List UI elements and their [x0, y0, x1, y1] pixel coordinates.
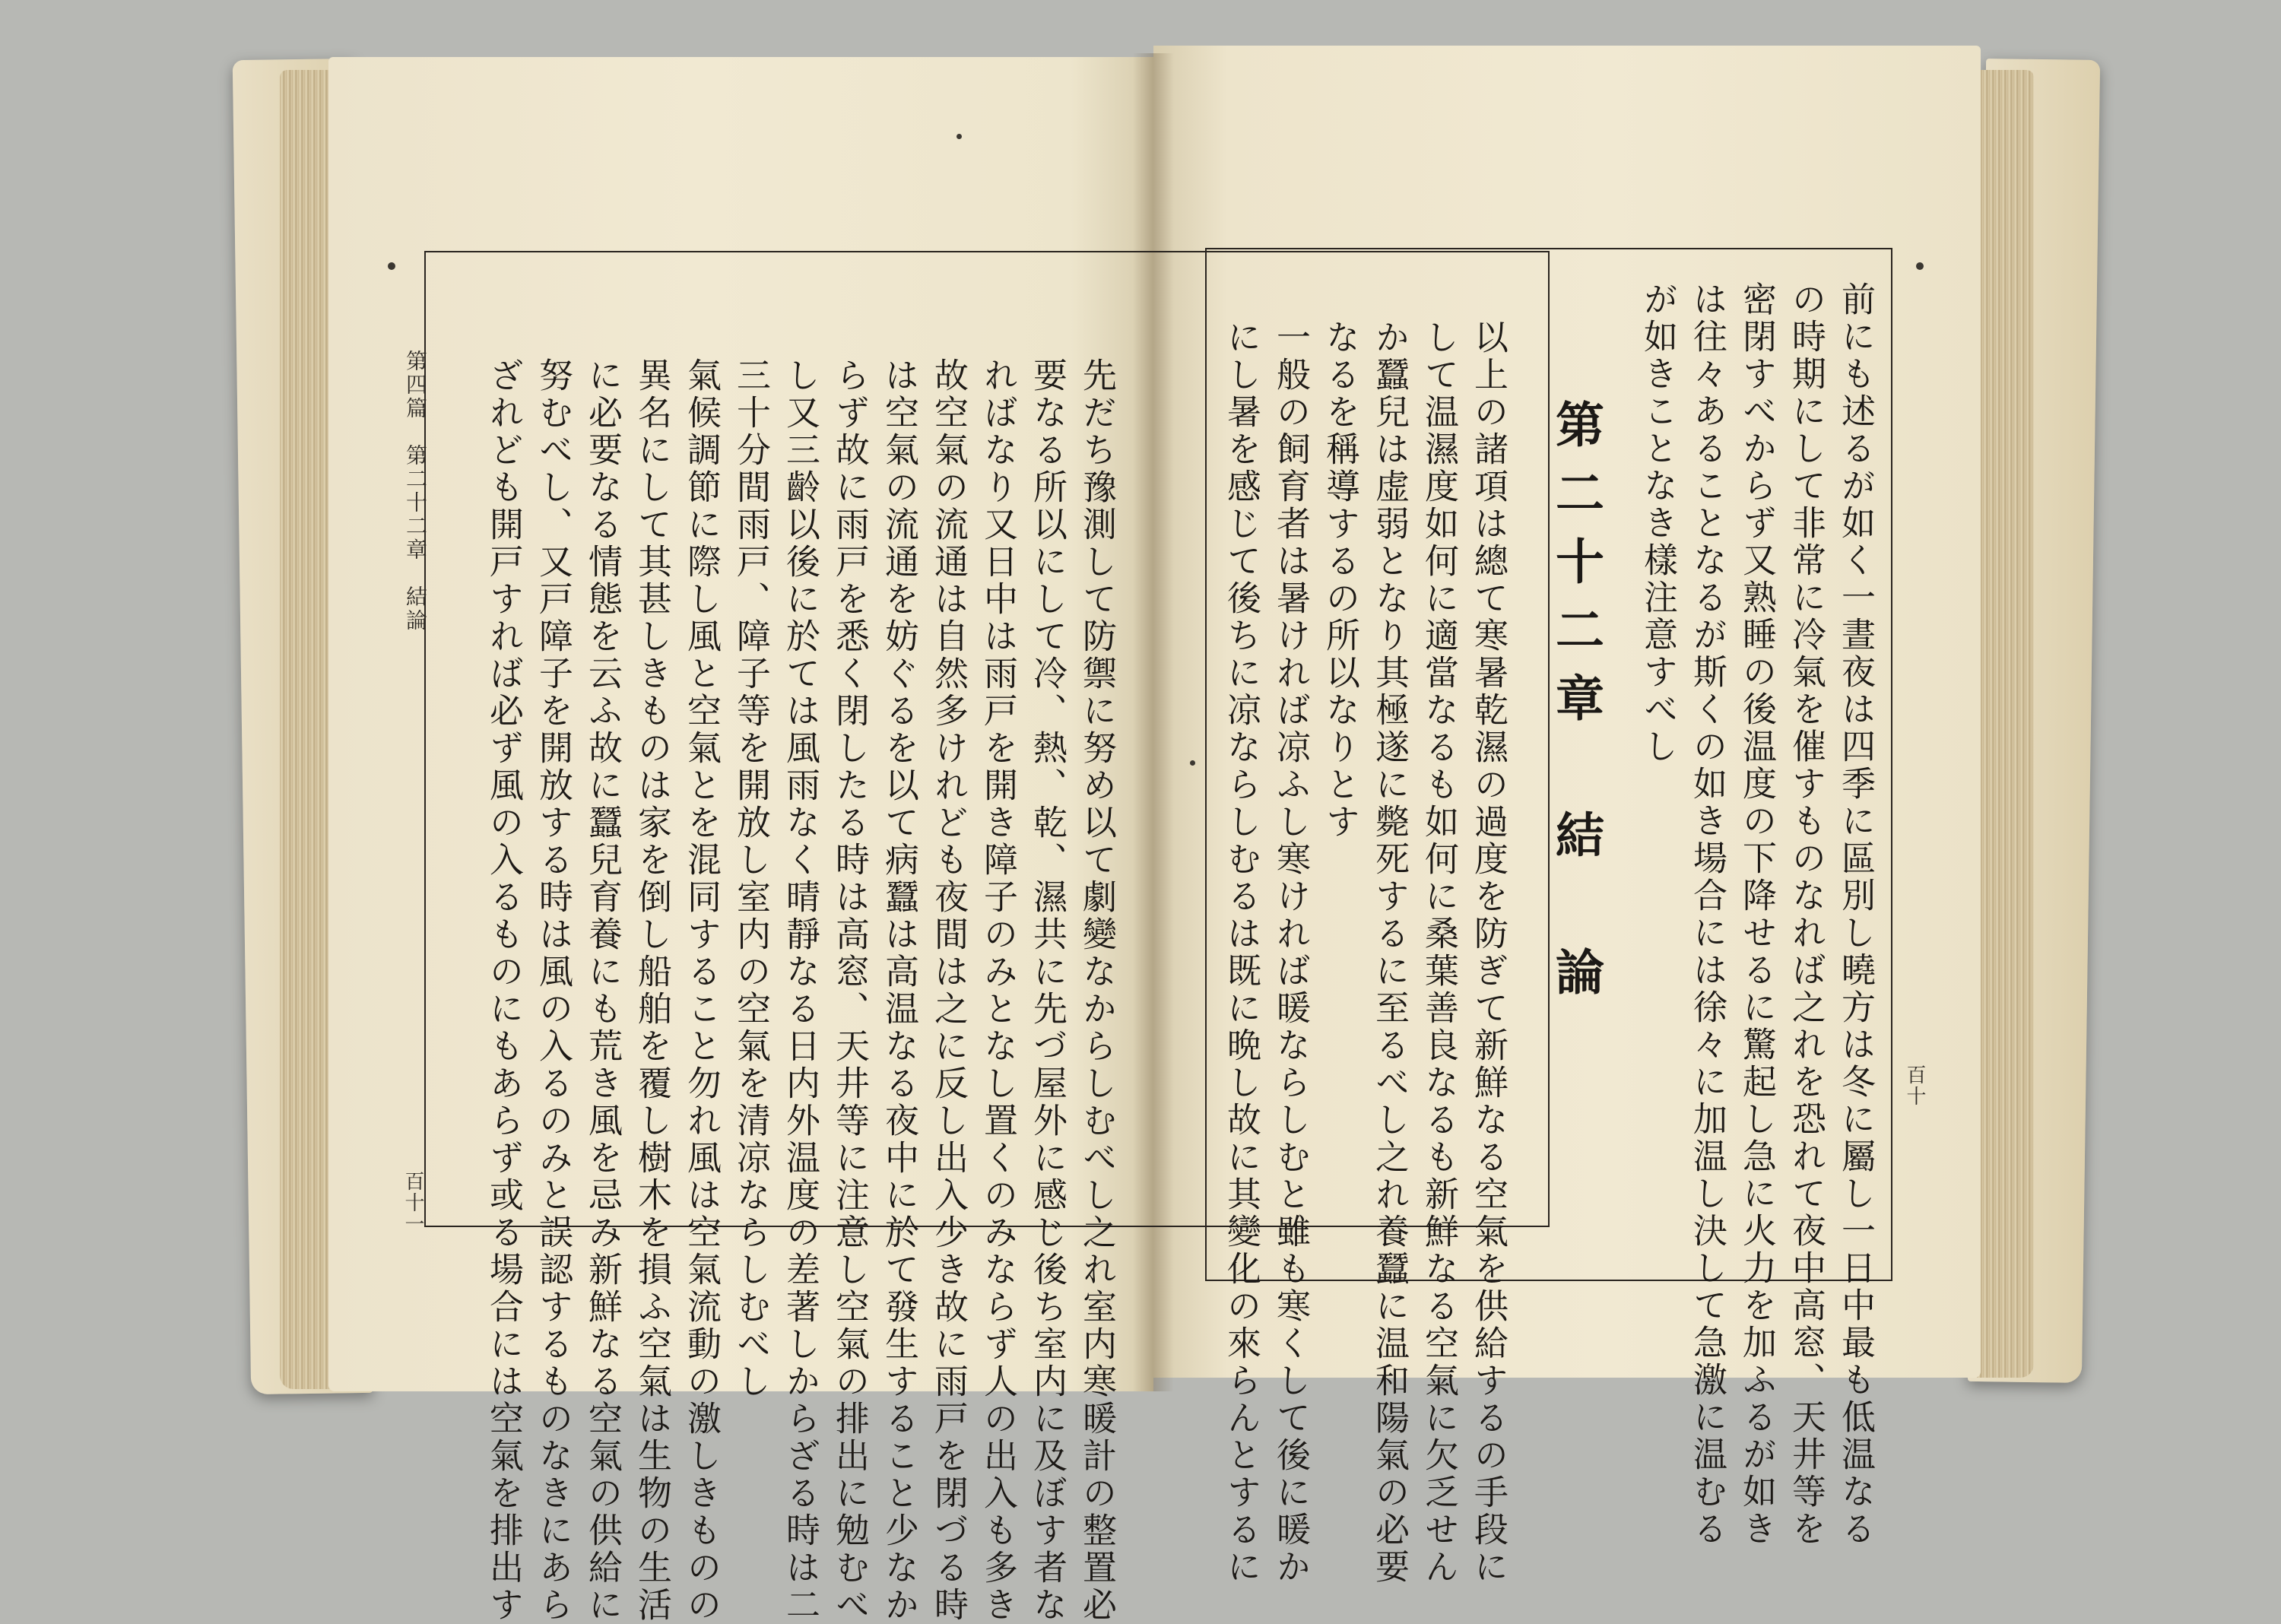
- right-column-5: が如きことなき樣注意すべし: [1638, 281, 1678, 766]
- page-edges-right: [1977, 70, 2034, 1378]
- running-head: 第四篇 第二十二章 結論: [403, 350, 428, 633]
- right-column-4: は往々あることなるが斯くの如き場合には徐々に加温し決して急激に温むる: [1687, 281, 1727, 1548]
- right-column-3: 密閉すべからず又熟睡の後温度の下降せるに驚起し急に火力を加ふるが如き: [1737, 281, 1777, 1548]
- left-column-3: ればなり又日中は雨戸を開き障子のみとなし置くのみならず人の出入も多き: [978, 357, 1018, 1624]
- right-column-10: 一般の飼育者は暑ければ凉ふし寒ければ暖ならしむと雖も寒くして後に暖か: [1271, 319, 1311, 1586]
- right-column-2: の時期にして非常に冷氣を催すものなれば之れを恐れて夜中高窓、天井等を: [1786, 281, 1826, 1548]
- paper-speck: [956, 134, 962, 139]
- right-column-6: 以上の諸項は總て寒暑乾濕の過度を防ぎて新鮮なる空氣を供給するの手段に: [1468, 319, 1509, 1586]
- left-column-6: らず故に雨戸を悉く閉したる時は高窓、天井等に注意し空氣の排出に勉むべ: [830, 357, 870, 1624]
- page-number-left: 百十一: [401, 1171, 424, 1235]
- left-column-11: に必要なる情態を云ふ故に蠶兒育養にも荒き風を忌み新鮮なる空氣の供給に: [582, 357, 623, 1624]
- right-column-9: なるを稱導するの所以なりとす: [1320, 319, 1360, 841]
- left-column-13: ざれども開戸すれば必ず風の入るものにもあらず或る場合には空氣を排出す: [484, 357, 524, 1624]
- left-column-12: 努むべし、又戸障子を開放する時は風の入るのみと誤認するものなきにあら: [533, 357, 573, 1624]
- right-column-7: して温濕度如何に適當なるも如何に桑葉善良なるも新鮮なる空氣に欠乏せん: [1419, 319, 1459, 1586]
- left-column-5: は空氣の流通を妨ぐるを以て病蠶は高温なる夜中に於て發生すること少なか: [879, 357, 919, 1624]
- page-number-right: 百十: [1903, 1064, 1926, 1107]
- right-column-11: にし暑を感じて後ちに凉ならしむるは既に晩し故に其變化の來らんとするに: [1221, 319, 1261, 1586]
- paper-speck: [1916, 262, 1924, 270]
- paper-speck: [1190, 760, 1195, 766]
- left-column-4: 故空氣の流通は自然多けれども夜間は之に反し出入少き故に雨戸を閉づる時: [928, 357, 969, 1624]
- left-column-7: し又三齡以後に於ては風雨なく晴靜なる日内外温度の差著しからざる時は二: [780, 357, 820, 1624]
- paper-speck: [388, 262, 395, 270]
- page-edges-left: [280, 70, 333, 1389]
- left-column-2: 要なる所以にして冷、熱、乾、濕共に先づ屋外に感じ後ち室内に及ぼす者な: [1027, 357, 1068, 1624]
- chapter-title: 第二十二章 結 論: [1547, 399, 1604, 1015]
- left-column-9: 氣候調節に際し風と空氣とを混同すること勿れ風は空氣流動の激しきものの: [681, 357, 722, 1624]
- right-column-1: 前にも述るが如く一晝夜は四季に區別し曉方は冬に屬し一日中最も低温なる: [1835, 281, 1876, 1548]
- right-column-8: か蠶兒は虚弱となり其極遂に斃死するに至るべし之れ養蠶に温和陽氣の必要: [1369, 319, 1410, 1586]
- left-column-10: 異名にして其甚しきものは家を倒し船舶を覆し樹木を損ふ空氣は生物の生活: [632, 357, 672, 1624]
- left-column-1: 先だち豫測して防禦に努め以て劇變なからしむべし之れ室内寒暖計の整置必: [1077, 357, 1117, 1624]
- left-column-8: 三十分間雨戸、障子等を開放し室内の空氣を清凉ならしむべし: [731, 357, 771, 1400]
